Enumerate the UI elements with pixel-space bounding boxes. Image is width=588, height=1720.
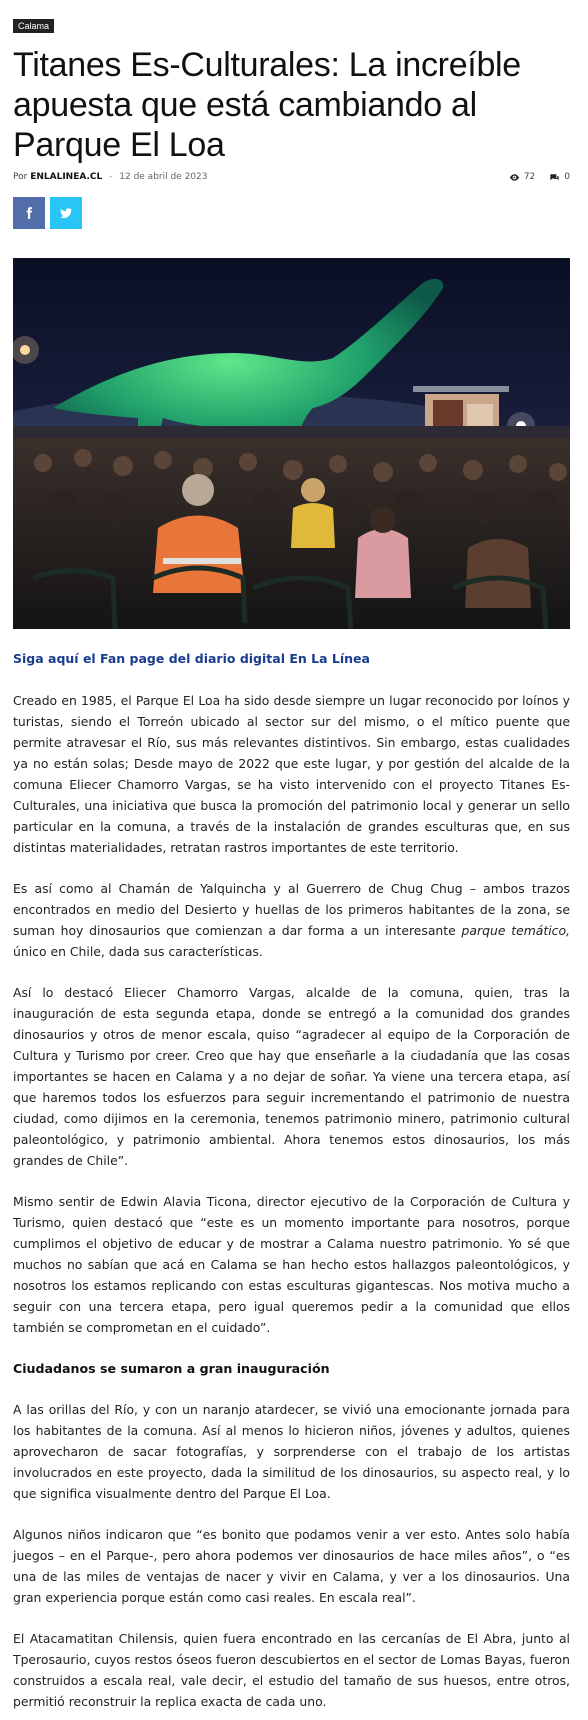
facebook-share-button[interactable]: [13, 197, 45, 229]
paragraph-7: El Atacamatitan Chilensis, quien fuera encontrado en las cercanías de El Abra, junto al Tperosaurio, cuyos restos óseos fueron descubiertos en el sector de Lomas Bayas, fueron construidos a escala real, vale decir, el estudio del tamaño de sus huesos, entre otros, permitió reconstruir la replica exacta de cada uno.: [13, 1631, 570, 1709]
paragraph-3: Así lo destacó Eliecer Chamorro Vargas, alcalde de la comuna, quien, tras la inauguración de esta segunda etapa, donde se entregó a la comunidad dos grandes dinosaurios y otros de menor escala, quiso “agradecer al equipo de la Corporación de Cultura y Turismo por creer. Creo que hay que enseñarle a la ciudadanía que las cosas importantes se hacen en Calama y a no dejar de soñar. Ya viene una tercera etapa, así que haremos todos los esfuerzos para seguir incrementando el patrimonio de nuestra ciudad, como dijimos en la ceremonia, tenemos patrimonio minero, patrimonio cultural paleontológico, y patrimonio ambiental. Ahora tenemos estos dinosaurios, los más grandes de Chile”.: [13, 985, 570, 1168]
section-subheading: Ciudadanos se sumaron a gran inauguración: [13, 1361, 330, 1376]
paragraph-2-text-b: único en Chile, dada sus características.: [13, 944, 263, 959]
paragraph-2-text-a: Es así como al Chamán de Yalquincha y al Guerrero de Chug Chug – ambos trazos encontrados en medio del Desierto y huellas de los primeros habitantes de la zona, se suman hoy dinosaurios que comienzan a dar forma a un interesante: [13, 881, 570, 938]
paragraph-2: [13, 878, 570, 962]
article-stats: [509, 170, 570, 184]
fanpage-link[interactable]: Siga aquí el Fan page del diario digital En La Línea: [13, 651, 370, 666]
article-title: Titanes Es-Culturales: La increíble apuesta que está cambiando al Parque El Loa: [13, 46, 521, 164]
paragraph-4: Mismo sentir de Edwin Alavia Ticona, director ejecutivo de la Corporación de Cultura y Turismo, quien destacó que “este es un momento importante para nosotros, porque cumplimos el objetivo de educar y de mostrar a Calama nuestro patrimonio. Yo sé que muchos no sabían que acá en Calama se han hecho estos hallazgos paleontológicos, y nosotros los estamos replicando con estas esculturas gigantescas. Nos motiva mucho a seguir con una tercera etapa, pero igual queremos pedir a la comunidad que ellos también se comprometan en el cuidado”.: [13, 1194, 570, 1335]
twitter-share-button[interactable]: [50, 197, 82, 229]
views-count: [509, 170, 535, 184]
comment-icon: [549, 172, 560, 183]
comments-value: 0: [564, 172, 570, 182]
publish-date: 12 de abril de 2023: [119, 172, 208, 182]
comments-count[interactable]: [549, 170, 570, 184]
paragraph-1: Creado en 1985, el Parque El Loa ha sido desde siempre un lugar reconocido por loínos y turistas, siendo el Torreón ubicado al sector sur del mismo, o el mítico puente que permite atravesar el Río, sus más relevantes distintivos. Sin embargo, estas cualidades ya no están solas; Desde mayo de 2022 que este lugar, y por gestión del alcalde de la comuna Eliecer Chamorro Vargas, se ha visto intervenido con el proyecto Titanes Es-Culturales, una iniciativa que busca la promoción del patrimonio local y generar un sello particular en la comuna, a través de la instalación de grandes esculturas que, en sus distintas materialidades, retratan rastros importantes de este territorio.: [13, 693, 570, 855]
article-body: [13, 690, 570, 1720]
meta-by: Por: [13, 172, 28, 182]
facebook-icon: [22, 206, 36, 220]
eye-icon: [509, 172, 520, 183]
article-meta: [13, 170, 570, 184]
author-link[interactable]: ENLALINEA.CL: [30, 172, 103, 182]
hero-image: [13, 258, 570, 629]
paragraph-5: A las orillas del Río, y con un naranjo atardecer, se vivió una emocionante jornada para los habitantes de la comuna. Así al menos lo hicieron niños, jóvenes y adultos, quienes aprovecharon de sacar fotografías, y sorprenderse con el trabajo de los artistas involucrados en este proyecto, dada la similitud de los dinosaurios, su aspecto real, y lo que significa visualmente dentro del Parque El Loa.: [13, 1402, 570, 1501]
views-value: 72: [523, 172, 536, 182]
hero-illustration: [13, 258, 570, 629]
paragraph-6: Algunos niños indicaron que “es bonito que podamos venir a ver esto. Antes solo había juegos – en el Parque-, pero ahora podemos ver dinosaurios de hace miles años”, o “es una de las miles de ventajas de nacer y vivir en Calama, y ver a los dinosaurios. Una gran experiencia porque están como casi reales. En escala real”.: [13, 1527, 570, 1605]
meta-separator: -: [109, 172, 113, 182]
twitter-icon: [59, 206, 73, 220]
category-tag[interactable]: Calama: [13, 19, 54, 33]
paragraph-2-emphasis: parque temático,: [461, 923, 570, 938]
share-buttons: [13, 197, 82, 229]
